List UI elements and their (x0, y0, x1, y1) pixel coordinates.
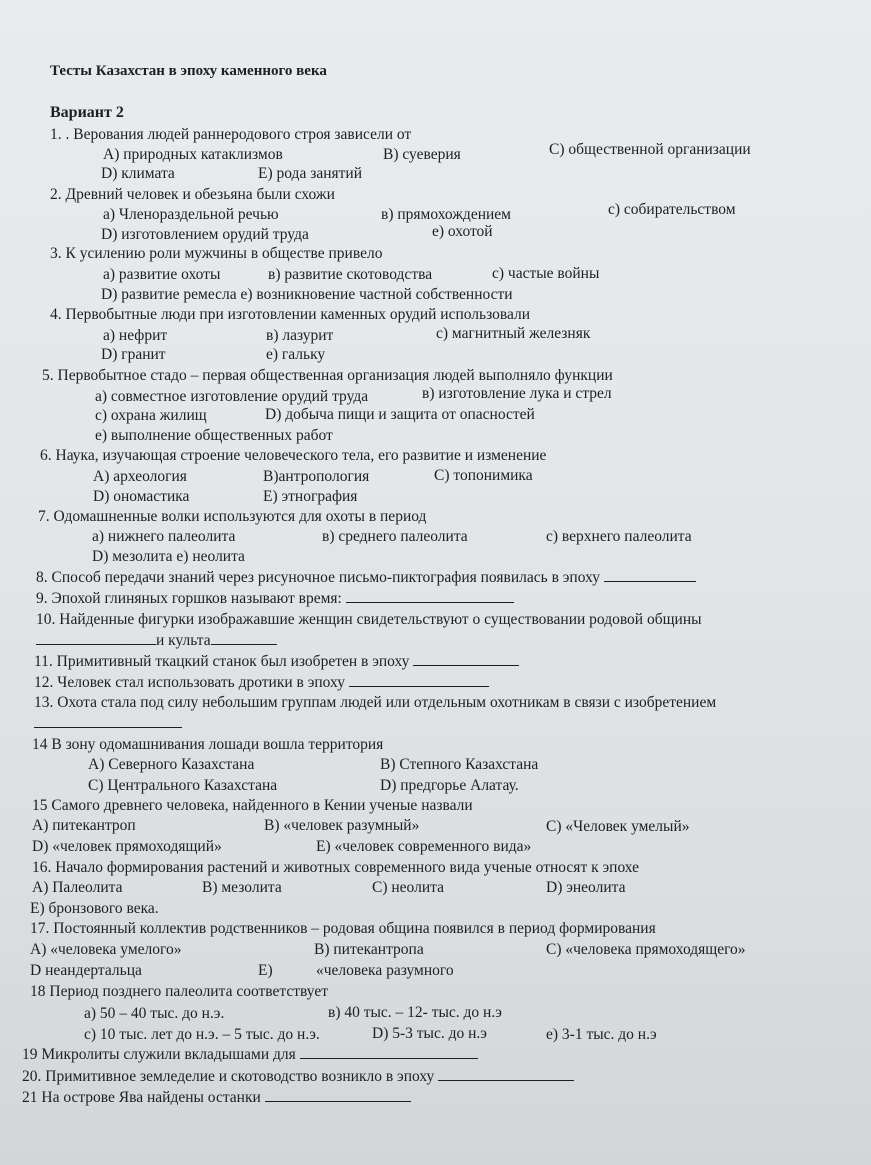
q14-option-b: В) Степного Казахстана (380, 756, 539, 773)
q15-option-e: Е) «человек современного вида» (316, 838, 532, 855)
q16-option-a: А) Палеолита (32, 879, 123, 896)
question-12-text: 12. Человек стал использовать дротики в эпоху (34, 674, 345, 691)
q5-option-b: в) изготовление лука и стрел (422, 385, 612, 402)
q3-option-a: а) развитие охоты (103, 266, 221, 283)
q15-option-d: D) «человек прямоходящий» (32, 838, 222, 855)
q17-option-a: А) «человека умелого» (30, 941, 182, 958)
q14-option-d: D) предгорье Алатау. (380, 777, 519, 794)
answer-blank (413, 653, 519, 666)
question-12 (34, 674, 489, 692)
question-10-cult-text: и культа (156, 632, 211, 649)
answer-blank (265, 1089, 411, 1102)
question-10-continued (36, 632, 277, 650)
q1-option-c: С) общественной организации (549, 141, 751, 158)
q18-option-b: в) 40 тыс. – 12- тыс. до н.э (328, 1004, 502, 1021)
question-19 (22, 1046, 478, 1064)
page-title: Тесты Казахстан в эпоху каменного века (50, 63, 327, 79)
question-4: 4. Первобытные люди при изготовлении каменных орудий использовали (50, 306, 531, 323)
q3-options-de: D) развитие ремесла е) возникновение частной собственности (101, 286, 513, 303)
question-15: 15 Самого древнего человека, найденного в Кении ученые назвали (32, 797, 473, 814)
answer-blank (211, 632, 277, 645)
q2-option-a: а) Членораздельной речью (103, 206, 279, 223)
q17-option-e-text: «человека разумного (316, 962, 454, 979)
question-3: 3. К усилению роли мужчины в обществе привело (50, 245, 383, 262)
q17-option-b: В) питекантропа (314, 941, 424, 958)
q18-option-c: с) 10 тыс. лет до н.э. – 5 тыс. до н.э. (84, 1026, 320, 1043)
q2-option-c: с) собирательством (608, 201, 736, 218)
answer-blank (438, 1068, 574, 1081)
question-18: 18 Период позднего палеолита соответствует (30, 983, 328, 1000)
q6-option-a: А) археология (93, 468, 187, 485)
q7-option-a: а) нижнего палеолита (92, 528, 236, 545)
q6-option-d: D) ономастика (93, 488, 190, 505)
q18-option-e: е) 3-1 тыс. до н.э (546, 1026, 657, 1043)
q7-option-c: с) верхнего палеолита (546, 528, 692, 545)
q5-option-c: с) охрана жилищ (95, 407, 207, 424)
question-11 (34, 653, 519, 671)
q16-option-e: Е) бронзового века. (30, 900, 159, 917)
question-20 (22, 1068, 574, 1086)
q18-option-a: а) 50 – 40 тыс. до н.э. (84, 1005, 225, 1022)
question-20-text: 20. Примитивное земледелие и скотоводство возникло в эпоху (22, 1068, 435, 1085)
q6-option-c: С) топонимика (434, 467, 533, 484)
q1-option-b: В) суеверия (383, 146, 461, 163)
q7-options-de: D) мезолита е) неолита (92, 548, 245, 565)
q1-option-e: Е) рода занятий (258, 165, 362, 182)
question-21 (22, 1089, 411, 1107)
q15-option-b: В) «человек разумный» (264, 817, 420, 834)
question-16: 16. Начало формирования растений и животных современного вида ученые относят к эпохе (32, 859, 640, 876)
question-11-text: 11. Примитивный ткацкий станок был изобретен в эпоху (34, 653, 410, 670)
q17-option-e-letter: Е) (258, 962, 273, 979)
answer-blank (604, 569, 696, 582)
q3-option-c: с) частые войны (492, 265, 600, 282)
q17-option-c: С) «человека прямоходящего» (546, 941, 746, 958)
question-6: 6. Наука, изучающая строение человеческого тела, его развитие и изменение (40, 447, 547, 464)
q7-option-b: в) среднего палеолита (322, 528, 468, 545)
q16-option-b: В) мезолита (202, 879, 282, 896)
q1-option-d: D) климата (101, 165, 175, 182)
answer-blank (36, 632, 156, 645)
question-10: 10. Найденные фигурки изображавшие женщин свидетельствуют о существовании родовой общины (36, 611, 702, 628)
question-21-text: 21 На острове Ява найдены останки (22, 1089, 261, 1106)
question-8-text: 8. Способ передачи знаний через рисуночное письмо-пиктография появилась в эпоху (36, 569, 600, 586)
question-9-text: 9. Эпохой глиняных горшков называют время: (36, 590, 342, 607)
answer-blank (34, 715, 182, 728)
question-9 (36, 590, 514, 608)
q15-option-a: А) питекантроп (32, 817, 136, 834)
q6-option-b: В)антропология (263, 468, 370, 485)
q14-option-a: А) Северного Казахстана (88, 756, 255, 773)
q2-option-d: D) изготовлением орудий труда (101, 226, 309, 243)
question-1: 1. . Верования людей раннеродового строя зависели от (50, 126, 412, 143)
q3-option-b: в) развитие скотоводства (268, 266, 433, 283)
q5-option-e: е) выполнение общественных работ (95, 427, 333, 444)
question-13: 13. Охота стала под силу небольшим группам людей или отдельным охотникам в связи с изобретением (34, 694, 717, 711)
q16-option-c: С) неолита (372, 879, 444, 896)
q16-option-d: D) энеолита (546, 879, 626, 896)
answer-blank (349, 674, 489, 687)
q17-option-d: D неандертальца (30, 962, 142, 979)
question-14: 14 В зону одомашнивания лошади вошла территория (32, 736, 384, 753)
q4-option-a: а) нефрит (103, 327, 168, 344)
q2-option-e: е) охотой (432, 223, 493, 240)
question-17: 17. Постоянный коллектив родственников – родовая община появился в период формирования (30, 920, 656, 937)
q4-option-e: е) гальку (266, 346, 326, 363)
q5-option-d: D) добыча пищи и защита от опасностей (265, 406, 535, 423)
question-19-text: 19 Микролиты служили вкладышами для (22, 1046, 296, 1063)
q15-option-c: С) «Человек умелый» (546, 818, 690, 835)
q2-option-b: в) прямохождением (381, 206, 511, 223)
question-5: 5. Первобытное стадо – первая общественная организация людей выполняло функции (42, 367, 613, 384)
q1-option-a: А) природных катаклизмов (103, 146, 283, 163)
answer-blank (300, 1046, 478, 1059)
question-13-continued (34, 715, 182, 733)
q4-option-c: с) магнитный железняк (436, 325, 591, 342)
q5-option-a: а) совместное изготовление орудий труда (95, 388, 369, 405)
question-7: 7. Одомашненные волки используются для охоты в период (38, 508, 427, 525)
q6-option-e: Е) этнография (263, 488, 358, 505)
q18-option-d: D) 5-3 тыс. до н.э (372, 1025, 487, 1042)
q4-option-b: в) лазурит (266, 327, 334, 344)
question-8 (36, 569, 696, 587)
answer-blank (346, 590, 514, 603)
question-2: 2. Древний человек и обезьяна были схожи (50, 186, 335, 203)
variant-heading: Вариант 2 (50, 104, 124, 121)
q4-option-d: D) гранит (101, 346, 166, 363)
q14-option-c: С) Центрального Казахстана (88, 777, 278, 794)
